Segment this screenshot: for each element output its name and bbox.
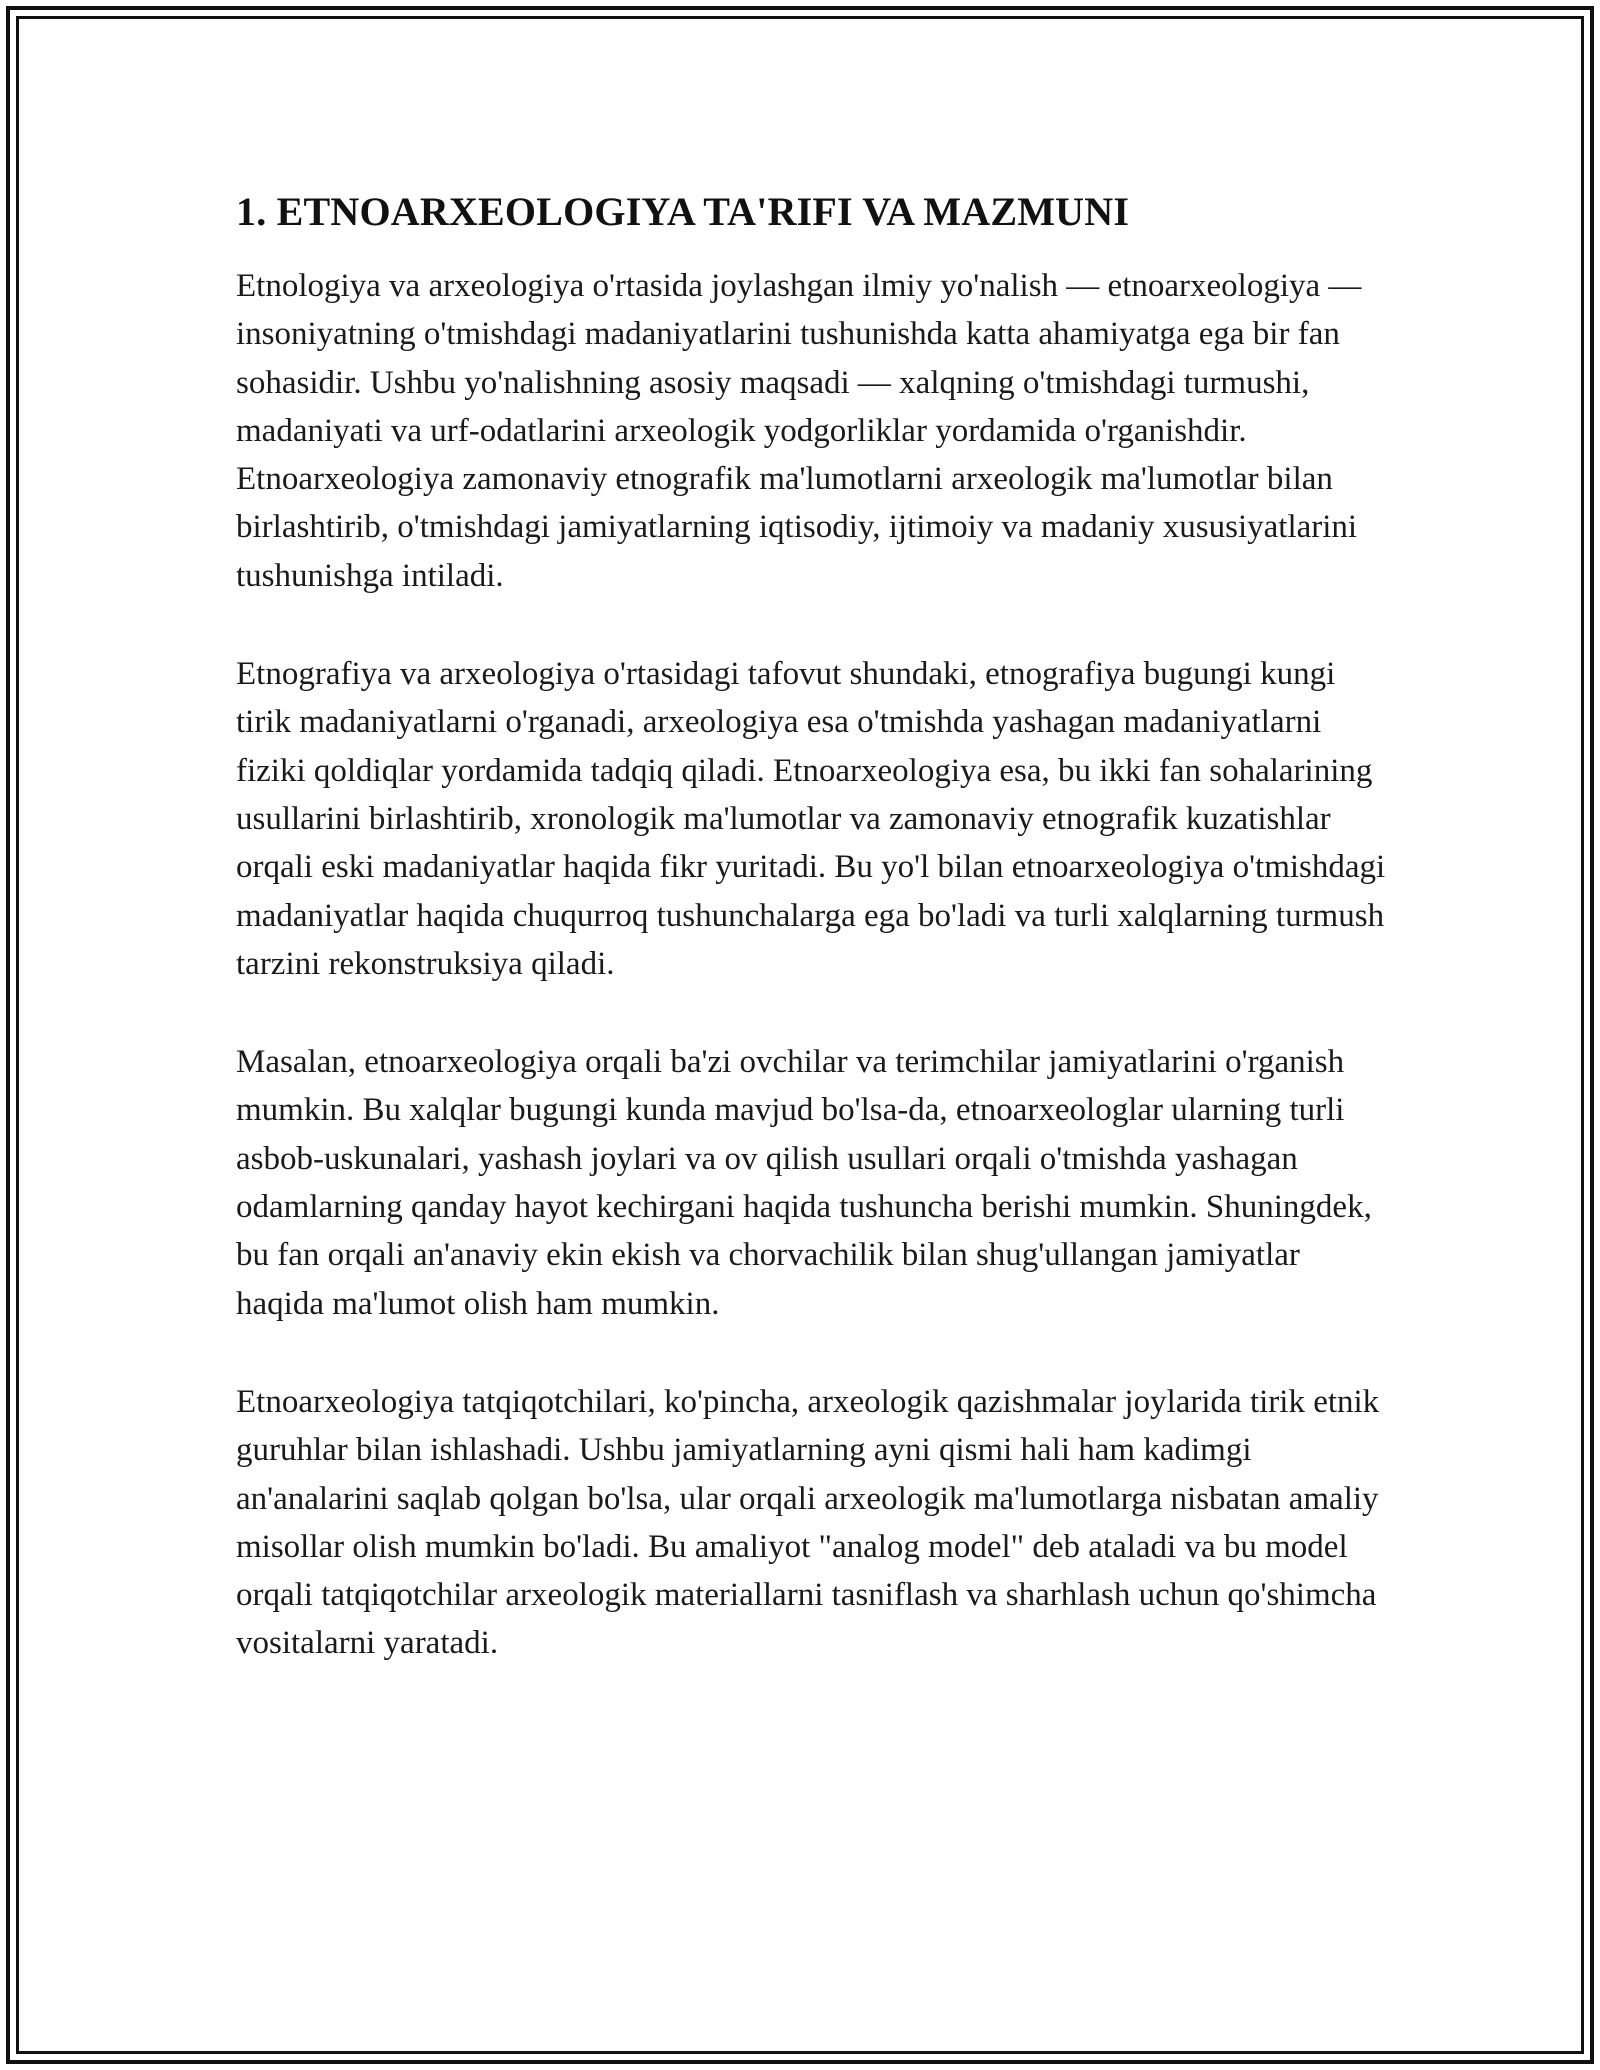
paragraph-2: Etnografiya va arxeologiya o'rtasidagi tafovut shundaki, etnografiya bugungi kungi tirik madaniyatlarni o'rganadi, arxeologiya esa o'tmishda yashagan madaniyatlarni fiziki qoldiqlar yordamida tadqiq qiladi. Etnoarxeologiya esa, bu ikki fan sohalarining usullarini birlashtirib, xronologik ma'lumotlar va zamonaviy etnografik kuzatishlar orqali eski madaniyatlar haqida fikr yuritadi. Bu yo'l bilan etnoarxeologiya o'tmishdagi madaniyatlar haqida chuqurroq tushunchalarga ega bo'ladi va turli xalqlarning turmush tarzini rekonstruksiya qiladi. <box>236 656 1386 982</box>
paragraph-3: Masalan, etnoarxeologiya orqali ba'zi ovchilar va terimchilar jamiyatlarini o'rganish mumkin. Bu xalqlar bugungi kunda mavjud bo'lsa-da, etnoarxeologlar ularning turli asbob-uskunalari, yashash joylari va ov qilish usullari orqali o'tmishda yashagan odamlarning qanday hayot kechirgani haqida tushuncha berishi mumkin. Shuningdek, bu fan orqali an'anaviy ekin ekish va chorvachilik bilan shug'ullangan jamiyatlar haqida ma'lumot olish ham mumkin. <box>236 1044 1372 1322</box>
section-title: 1. ETNOARXEOLOGIYA TA'RIFI VA MAZMUNI <box>236 189 1130 234</box>
paragraph-4: Etnoarxeologiya tatqiqotchilari, ko'pincha, arxeologik qazishmalar joylarida tirik etnik guruhlar bilan ishlashadi. Ushbu jamiyatlarning ayni qismi hali ham kadimgi an'analarini saqlab qolgan bo'lsa, ular orqali arxeologik ma'lumotlarga nisbatan amaliy misollar olish mumkin bo'ladi. Bu amaliyot "analog model" deb ataladi va bu model orqali tatqiqotchilar arxeologik materiallarni tasniflash va sharhlash uchun qo'shimcha vositalarni yaratadi. <box>236 1383 1380 1662</box>
document-body <box>236 186 1386 1718</box>
paragraph-1: Etnologiya va arxeologiya o'rtasida joylashgan ilmiy yo'nalish — etnoarxeologiya — insoniyatning o'tmishdagi madaniyatlarini tushunishda katta ahamiyatga ega bir fan sohasidir. Ushbu yo'nalishning asosiy maqsadi — xalqning o'tmishdagi turmushi, madaniyati va urf-odatlarini arxeologik yodgorliklar yordamida o'rganishdir. Etnoarxeologiya zamonaviy etnografik ma'lumotlarni arxeologik ma'lumotlar bilan birlashtirib, o'tmishdagi jamiyatlarning iqtisodiy, ijtimoiy va madaniy xususiyatlarini tushunishga intiladi. <box>236 268 1362 594</box>
